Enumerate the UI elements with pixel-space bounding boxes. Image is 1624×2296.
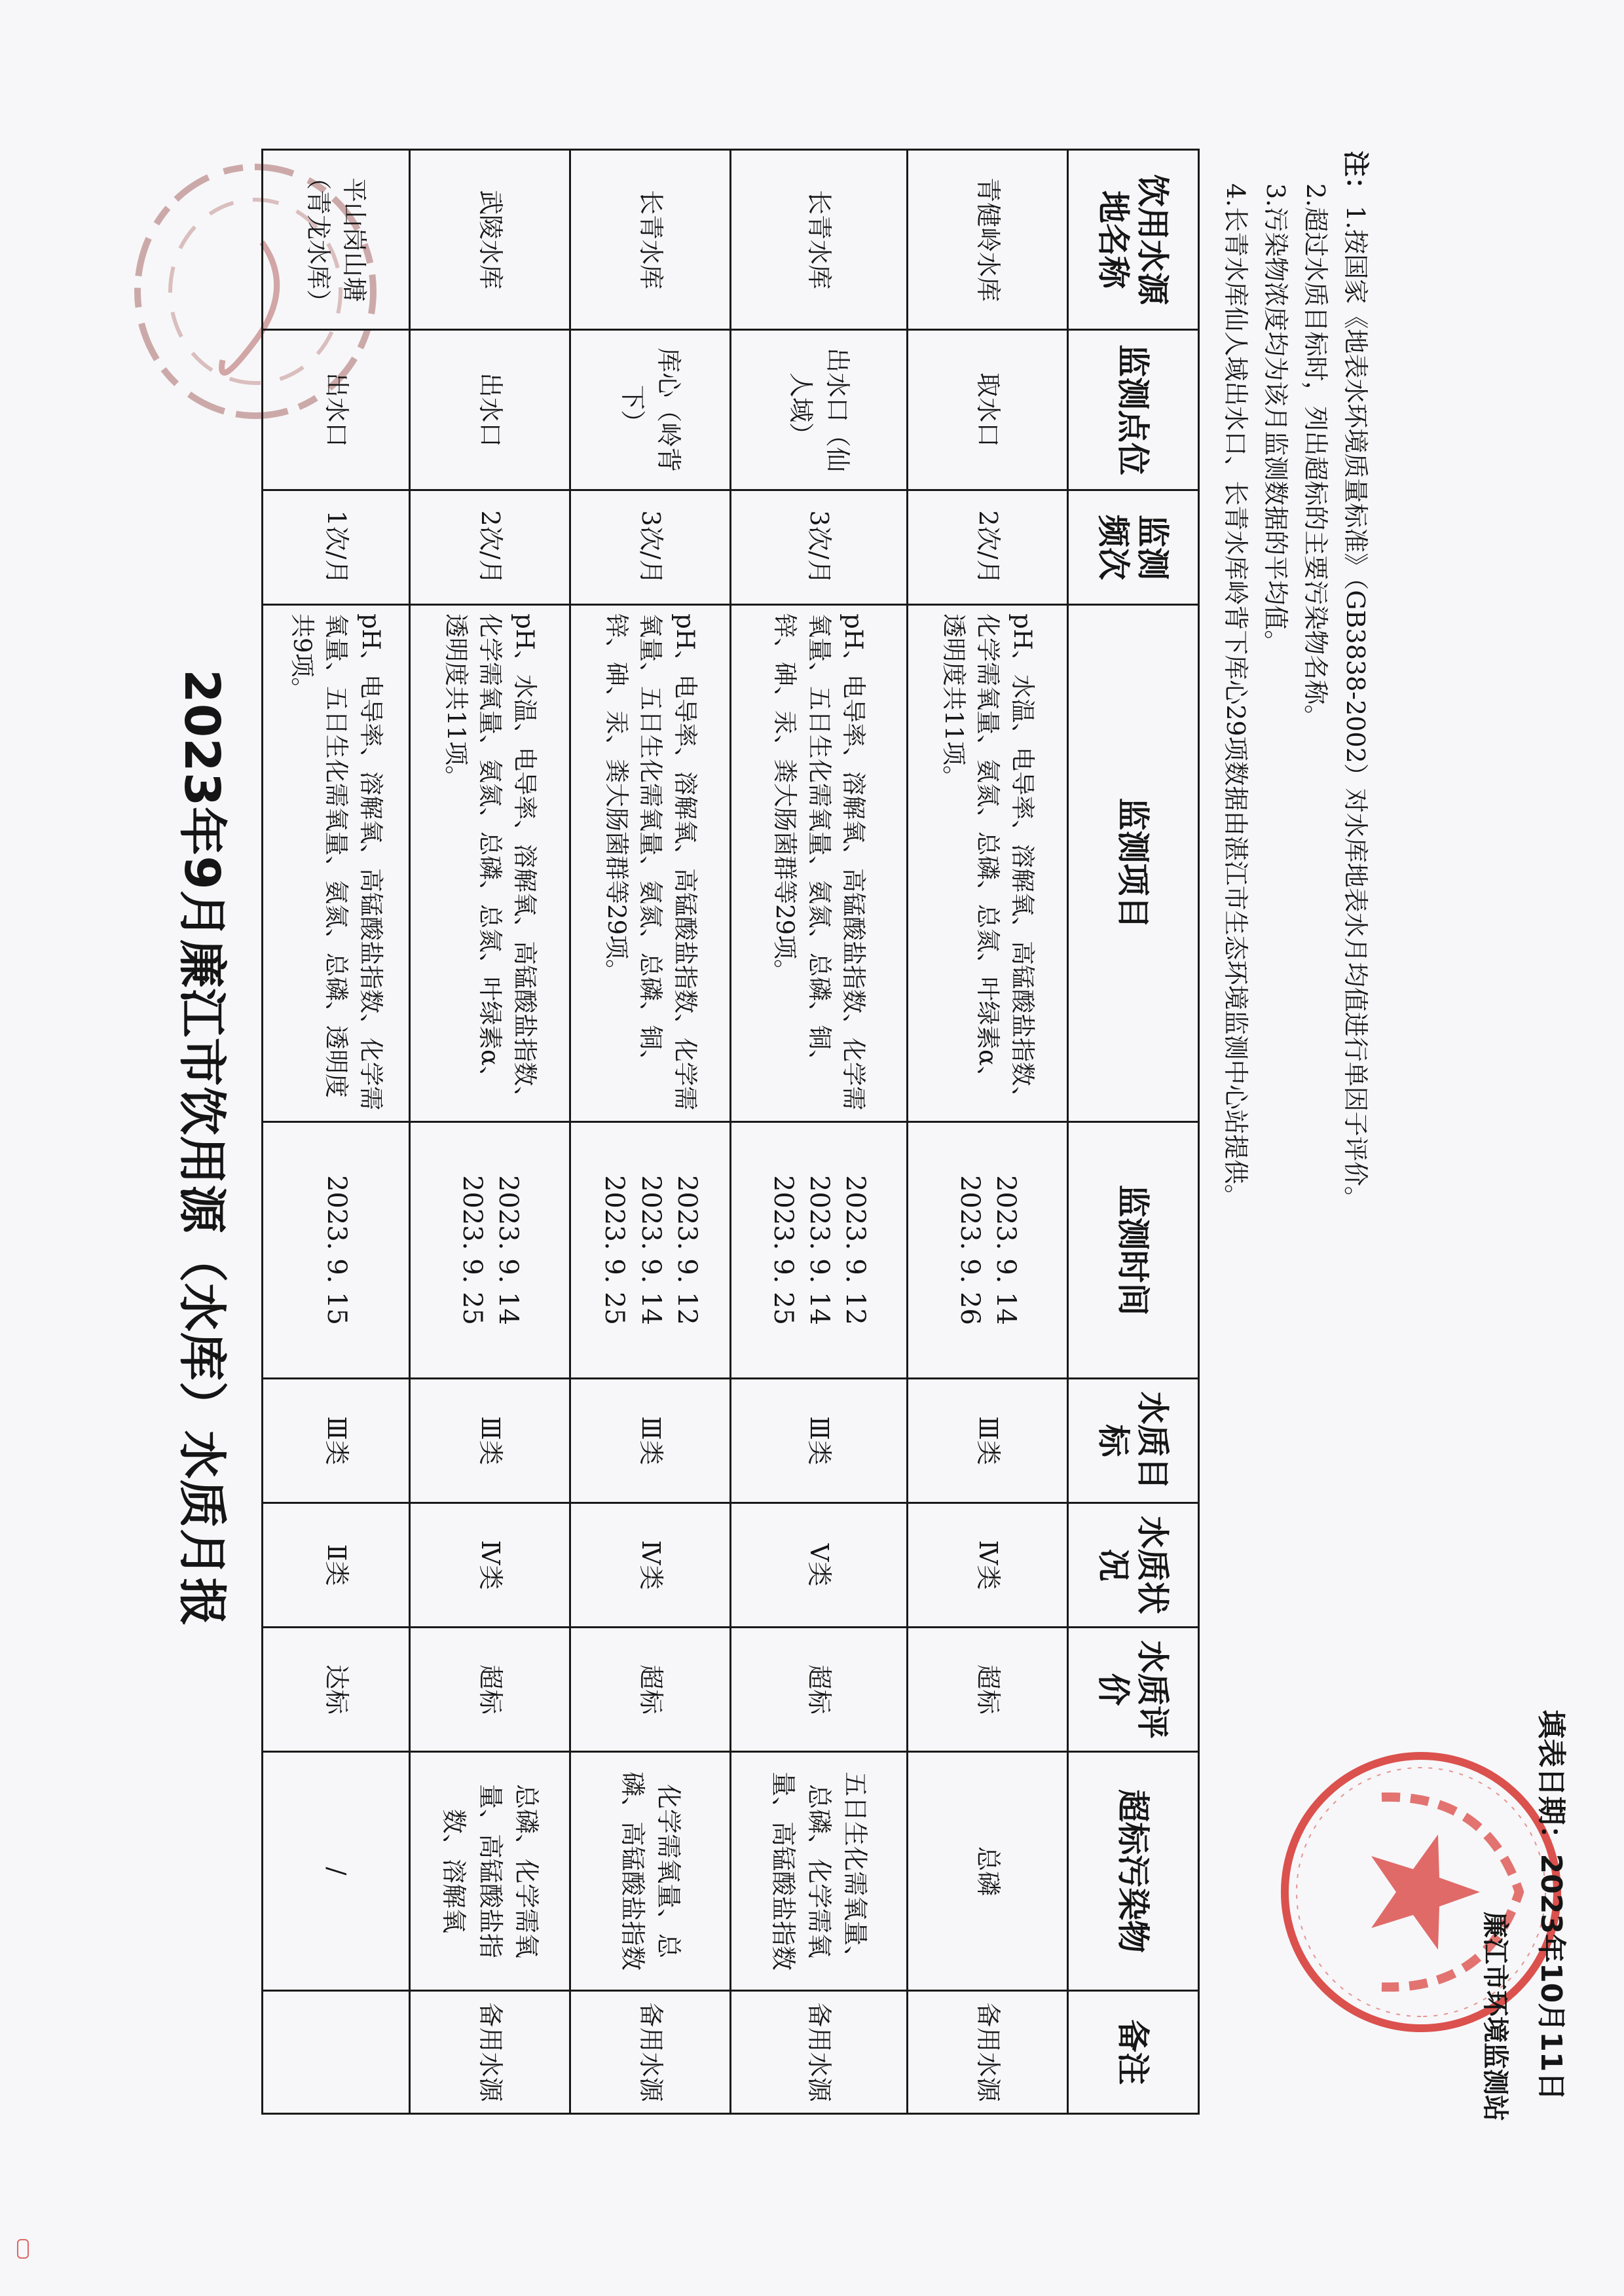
cell-source-name: 平山岗山塘（青龙水库） [263, 150, 410, 330]
cell-remark: 备用水源 [731, 1991, 908, 2114]
cell-pollutants: 五日生化需氧量、总磷、化学需氧量、高锰酸盐指数 [731, 1752, 908, 1991]
cell-monitoring-time [410, 1122, 570, 1379]
table-row [263, 150, 410, 2114]
cell-remark [263, 1991, 410, 2114]
date-entry: 2023. 9. 26 [955, 1175, 985, 1325]
note-text: 4.长青水库仙人域出水口、长青水库岭背下库心29项数据由湛江市生态环境监测中心站提供。 [1221, 183, 1250, 1209]
cell-source-name: 武陵水库 [410, 150, 570, 330]
cell-monitoring-time [908, 1122, 1068, 1379]
cell-monitoring-time [570, 1122, 731, 1379]
note-text: 2.超过水质目标时，列出超标的主要污染物名称。 [1301, 183, 1330, 730]
date-entry: 2023. 9. 25 [599, 1175, 630, 1325]
cell-monitoring-items: pH、水温、电导率、溶解氧、高锰酸盐指数、化学需氧量、氨氮、总磷、总氮、叶绿素α、透明度共11项。 [908, 605, 1068, 1122]
date-entry: 2023. 9. 25 [457, 1175, 487, 1325]
cell-source-name: 长青水库 [731, 150, 908, 330]
date-entry: 2023. 9. 12 [840, 1175, 871, 1325]
header-monitoring-point: 监测点位 [1068, 330, 1199, 490]
header-quality-status: 水质状况 [1068, 1503, 1199, 1628]
cell-quality-status: Ⅳ类 [410, 1503, 570, 1628]
cell-quality-status: Ⅱ类 [263, 1503, 410, 1628]
cell-quality-target: Ⅲ类 [263, 1379, 410, 1503]
table-row [410, 150, 570, 2114]
notes-label: 注： [1340, 151, 1371, 203]
header-monitoring-time: 监测时间 [1068, 1122, 1199, 1379]
report-title: 2023年9月廉江市饮用源（水库）水质月报 [174, 669, 230, 1627]
cell-quality-target: Ⅲ类 [731, 1379, 908, 1503]
cell-source-name: 长青水库 [570, 150, 731, 330]
scan-mark [17, 2239, 29, 2259]
station-name: 廉江市环境监测站 [1480, 1912, 1510, 2121]
cell-pollutants: 总磷 [908, 1752, 1068, 1991]
cell-remark: 备用水源 [908, 1991, 1068, 2114]
header-source-name: 饮用水源地名称 [1068, 150, 1199, 330]
date-entry: 2023. 9. 15 [321, 1175, 352, 1325]
cell-monitoring-time [731, 1122, 908, 1379]
cell-quality-evaluation: 超标 [410, 1628, 570, 1752]
cell-monitoring-items: pH、水温、电导率、溶解氧、高锰酸盐指数、化学需氧量、氨氮、总磷、总氮、叶绿素α、透明度共11项。 [410, 605, 570, 1122]
cell-monitoring-point: 出水口（仙人域） [731, 330, 908, 490]
header-monitoring-items: 监测项目 [1068, 605, 1199, 1122]
cell-pollutants: 化学需氧量、总磷、高锰酸盐指数 [570, 1752, 731, 1991]
cell-quality-evaluation: 超标 [570, 1628, 731, 1752]
date-entry: 2023. 9. 12 [671, 1175, 702, 1325]
header-remark: 备注 [1068, 1991, 1199, 2114]
cell-quality-target: Ⅲ类 [570, 1379, 731, 1503]
cell-quality-status: Ⅳ类 [570, 1503, 731, 1628]
table-header-row [1068, 150, 1199, 2114]
header-quality-evaluation: 水质评价 [1068, 1628, 1199, 1752]
date-entry: 2023. 9. 14 [493, 1175, 524, 1325]
cell-monitoring-items: pH、电导率、溶解氧、高锰酸盐指数、化学需氧量、五日生化需氧量、氨氮、总磷、铜、锌、砷、汞、粪大肠菌群等29项。 [570, 605, 731, 1122]
cell-source-name: 青健岭水库 [908, 150, 1068, 330]
cell-frequency: 3次/月 [570, 490, 731, 605]
cell-remark: 备用水源 [570, 1991, 731, 2114]
cell-monitoring-point: 库心（岭背下） [570, 330, 731, 490]
cell-quality-target: Ⅲ类 [410, 1379, 570, 1503]
cell-frequency: 2次/月 [908, 490, 1068, 605]
fill-date: 填表日期：2023年10月11日 [1534, 1709, 1568, 2101]
cell-frequency: 1次/月 [263, 490, 410, 605]
cell-quality-evaluation: 达标 [263, 1628, 410, 1752]
water-quality-table [261, 149, 1200, 2115]
table-row [570, 150, 731, 2114]
note-line [1215, 151, 1255, 2049]
date-entry: 2023. 9. 14 [635, 1175, 666, 1325]
cell-monitoring-items: pH、电导率、溶解氧、高锰酸盐指数、化学需氧量、五日生化需氧量、氨氮、总磷、铜、锌、砷、汞、粪大肠菌群等29项。 [731, 605, 908, 1122]
cell-quality-evaluation: 超标 [908, 1628, 1068, 1752]
header-pollutants: 超标污染物 [1068, 1752, 1199, 1991]
table-row [908, 150, 1068, 2114]
cell-monitoring-point: 出水口 [410, 330, 570, 490]
date-entry: 2023. 9. 14 [991, 1175, 1022, 1325]
cell-quality-status: Ⅴ类 [731, 1503, 908, 1628]
cell-monitoring-items: pH、电导率、溶解氧、高锰酸盐指数、化学需氧量、五日生化需氧量、氨氮、总磷、透明度共9项。 [263, 605, 410, 1122]
header-quality-target: 水质目标 [1068, 1379, 1199, 1503]
table-row [731, 150, 908, 2114]
cell-remark: 备用水源 [410, 1991, 570, 2114]
cell-pollutants: / [263, 1752, 410, 1991]
cell-frequency: 3次/月 [731, 490, 908, 605]
cell-frequency: 2次/月 [410, 490, 570, 605]
date-entry: 2023. 9. 25 [767, 1175, 798, 1325]
official-seal [1264, 1735, 1578, 2049]
cell-quality-status: Ⅳ类 [908, 1503, 1068, 1628]
cell-pollutants: 总磷、化学需氧量、高锰酸盐指数、溶解氧 [410, 1752, 570, 1991]
cell-monitoring-time [263, 1122, 410, 1379]
note-text: 1.按国家《地表水环境质量标准》（GB3838-2002）对水库地表水月均值进行单因子评价。 [1341, 206, 1370, 1211]
date-entry: 2023. 9. 14 [804, 1175, 835, 1325]
cell-quality-target: Ⅲ类 [908, 1379, 1068, 1503]
cell-monitoring-point: 取水口 [908, 330, 1068, 490]
note-text: 3.污染物浓度均为该月监测数据的平均值。 [1261, 183, 1290, 655]
cell-quality-evaluation: 超标 [731, 1628, 908, 1752]
header-frequency: 监测频次 [1068, 490, 1199, 605]
cell-monitoring-point: 出水口 [263, 330, 410, 490]
